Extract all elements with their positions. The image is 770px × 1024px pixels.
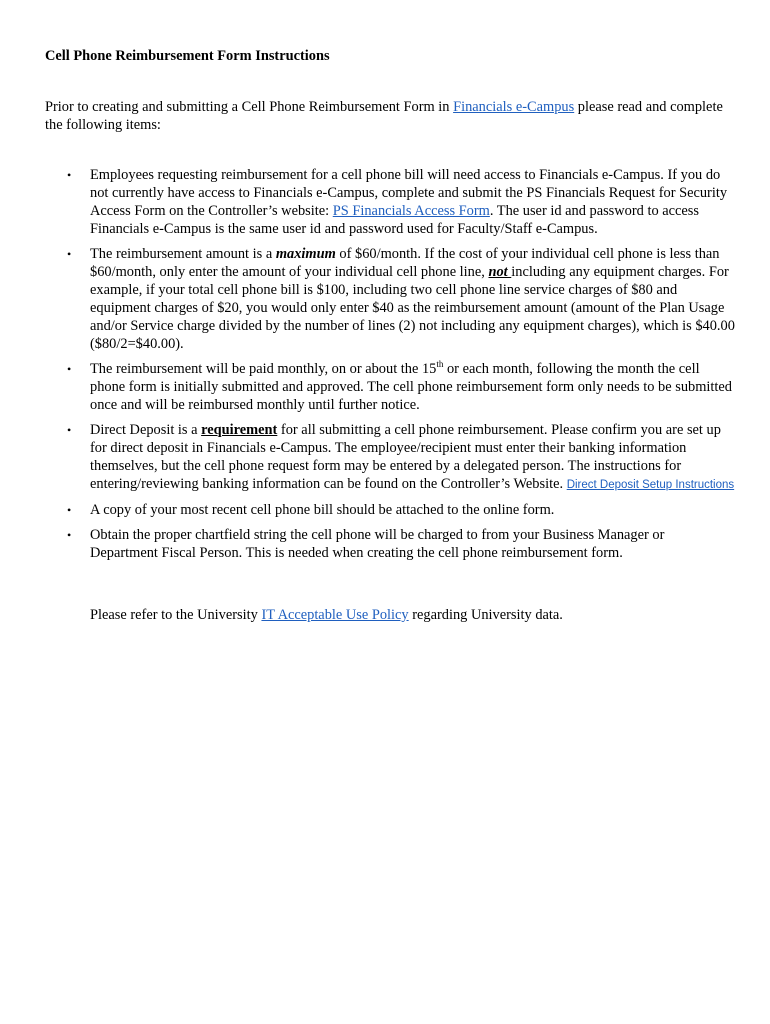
- instruction-list: [45, 166, 735, 569]
- requirement-emphasis: requirement: [201, 422, 278, 438]
- intro-text-after: please read and complete the following items:: [45, 99, 723, 133]
- list-item-deposit: [45, 421, 735, 494]
- page-title: Cell Phone Reimbursement Form Instructions: [45, 48, 330, 64]
- intro-text-before: Prior to creating and submitting a Cell Phone Reimbursement Form in: [45, 99, 454, 115]
- list-item-access: [45, 166, 735, 238]
- bullet-icon: •: [67, 503, 72, 517]
- list-item-chartfield: [45, 526, 735, 562]
- amount-text-2: of $60/month. If the cost of your individual cell phone is less than $60/month, only enter the amount of your individual cell phone line,: [90, 246, 720, 280]
- bullet-icon: •: [67, 423, 72, 437]
- refer-text-before: Please refer to the University: [90, 607, 262, 623]
- not-emphasis: not: [488, 264, 512, 280]
- refer-paragraph: [90, 606, 730, 624]
- refer-text-after: regarding University data.: [408, 607, 563, 623]
- paid-text-2: or each month, following the month the cell phone form is initially submitted and approved. The cell phone reimbursement form only needs to be submitted once and will be reimbursed monthly until further notice.: [90, 361, 732, 413]
- access-text: Employees requesting reimbursement for a cell phone bill will need access to Financials e-Campus. If you do not currently have access to Financials e-Campus, complete and submit the PS Financials Request for Security Access Form on the Controller’s website:: [90, 167, 728, 219]
- ordinal-suffix: th: [436, 359, 444, 370]
- it-acceptable-use-policy-link[interactable]: IT Acceptable Use Policy: [261, 607, 409, 623]
- amount-text-3: including any equipment charges. For example, if your total cell phone bill is $100, including two cell phone line service charges of $80 and equipment charges of $20, you would only enter $40 as the reimbursement amount (amount of the Plan Usage and/or Service charge divided by the number of lines (2) not including any equipment charges), which is $40.00 ($80/2=$40.00).: [90, 264, 735, 352]
- list-item-paid: [45, 360, 735, 414]
- direct-deposit-setup-link[interactable]: Direct Deposit Setup Instructions: [566, 479, 735, 491]
- deposit-text-1: Direct Deposit is a: [90, 422, 202, 438]
- bullet-icon: •: [67, 247, 72, 261]
- amount-text-1: The reimbursement amount is a: [90, 246, 276, 262]
- intro-paragraph: [45, 98, 725, 134]
- financials-ecampus-link[interactable]: Financials e-Campus: [453, 99, 575, 115]
- paid-text-1: The reimbursement will be paid monthly, on or about the 15: [90, 361, 437, 377]
- copy-text: A copy of your most recent cell phone bill should be attached to the online form.: [90, 502, 555, 518]
- chartfield-text: Obtain the proper chartfield string the cell phone will be charged to from your Business Manager or Department Fiscal Person. This is needed when creating the cell phone reimbursement form.: [90, 527, 665, 561]
- bullet-icon: •: [67, 362, 72, 376]
- bullet-icon: •: [67, 528, 72, 542]
- bullet-icon: •: [67, 168, 72, 182]
- maximum-emphasis: maximum: [275, 246, 336, 262]
- ps-financials-access-form-link[interactable]: PS Financials Access Form: [332, 203, 490, 219]
- deposit-text-2: for all submitting a cell phone reimbursement. Please confirm you are set up for direct deposit in Financials e-Campus. The employee/recipient must enter their banking information themselves, but the cell phone request form may be entered by a delegated person. The instructions for entering/reviewing banking information can be found on the Controller’s Website.: [90, 422, 721, 492]
- list-item-copy: [45, 501, 735, 519]
- list-item-amount: [45, 245, 735, 353]
- access-text-after: . The user id and password to access Financials e-Campus is the same user id and password used for Faculty/Staff e-Campus.: [90, 203, 700, 237]
